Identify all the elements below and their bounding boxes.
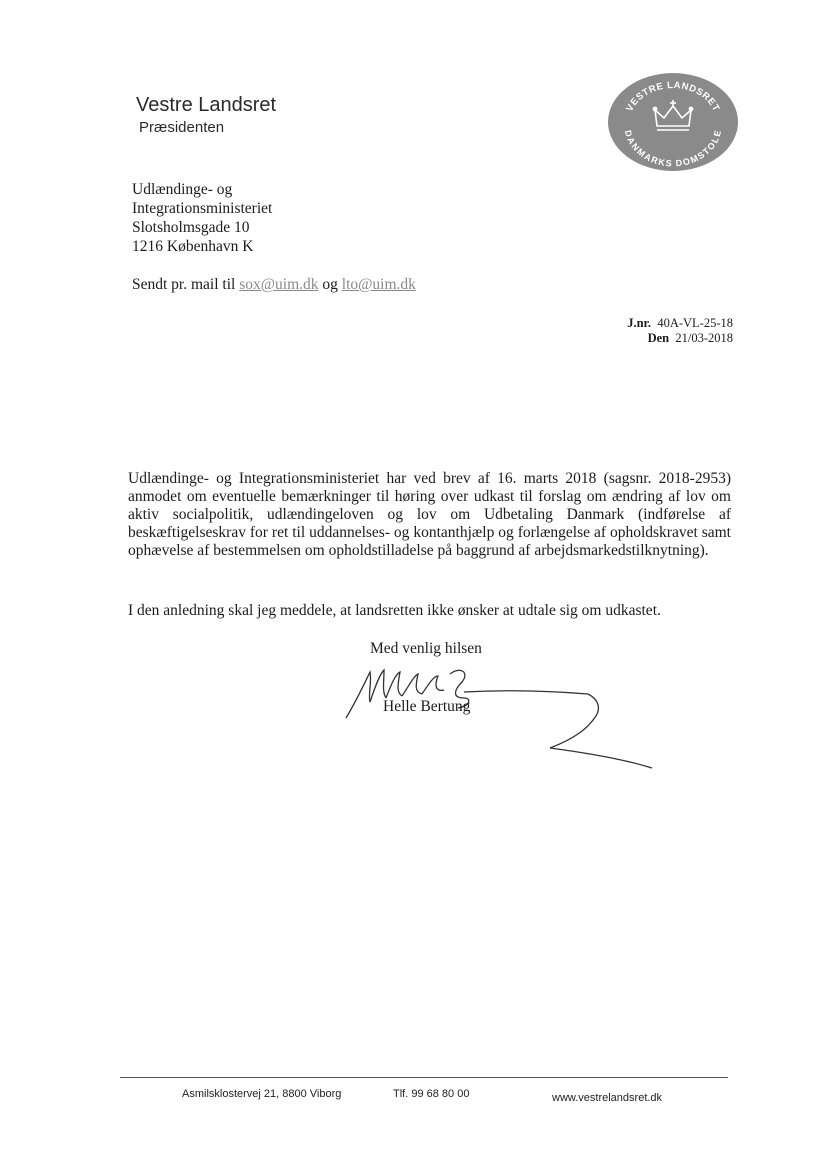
organization-subtitle: Præsidenten — [139, 119, 225, 136]
body-paragraph-1: Udlændinge- og Integrationsministeriet har ved brev af 16. marts 2018 (sagsnr. 2018-2953) anmodet om eventuelle bemærkninger til høring over udkast til forslag om ændring af lov om aktiv socialpolitik, udlændingeloven og lov om Udbetaling Danmark (indførelse af beskæftigelseskrav for ret til uddannelses- og kontanthjælp og forlængelse af opholdskravet samt ophævelse af bestemmelsen om opholdstilladelse på baggrund af arbejdsmarkedstilknytning). — [128, 470, 731, 559]
email-link-lto[interactable]: lto@uim.dk — [341, 276, 416, 293]
seal-bottom-text: DANMARKS DOMSTOLE — [622, 129, 724, 169]
recipient-line: Slotsholmsgade 10 — [132, 219, 250, 236]
organization-name: Vestre Landsret — [136, 94, 277, 116]
sent-by-email-line — [132, 276, 416, 294]
footer-address: Asmilsklostervej 21, 8800 Viborg — [182, 1088, 342, 1100]
closing-greeting: Med venlig hilsen — [370, 640, 482, 657]
recipient-line: Integrationsministeriet — [132, 200, 273, 217]
date-label: Den — [647, 331, 670, 345]
handwritten-signature — [340, 662, 660, 774]
court-seal — [607, 72, 739, 172]
reference-block — [627, 316, 733, 346]
journal-number-value: 40A-VL-25-18 — [657, 316, 733, 330]
footer-phone: Tlf. 99 68 80 00 — [393, 1088, 470, 1100]
email-link-sox[interactable]: sox@uim.dk — [239, 276, 319, 293]
journal-number-label: J.nr. — [627, 316, 652, 330]
footer-divider — [120, 1077, 728, 1078]
recipient-address — [132, 180, 272, 256]
sent-prefix: Sendt pr. mail til — [132, 276, 236, 293]
recipient-line: 1216 København K — [132, 238, 254, 255]
date-value: 21/03-2018 — [675, 331, 733, 345]
sent-connector: og — [322, 276, 338, 293]
body-paragraph-2: I den anledning skal jeg meddele, at landsretten ikke ønsker at udtale sig om udkastet. — [128, 602, 661, 619]
footer-website: www.vestrelandsret.dk — [552, 1092, 663, 1104]
recipient-line: Udlændinge- og — [132, 181, 233, 198]
signer-name: Helle Bertung — [383, 698, 471, 715]
seal-top-text: VESTRE LANDSRET — [624, 79, 722, 114]
